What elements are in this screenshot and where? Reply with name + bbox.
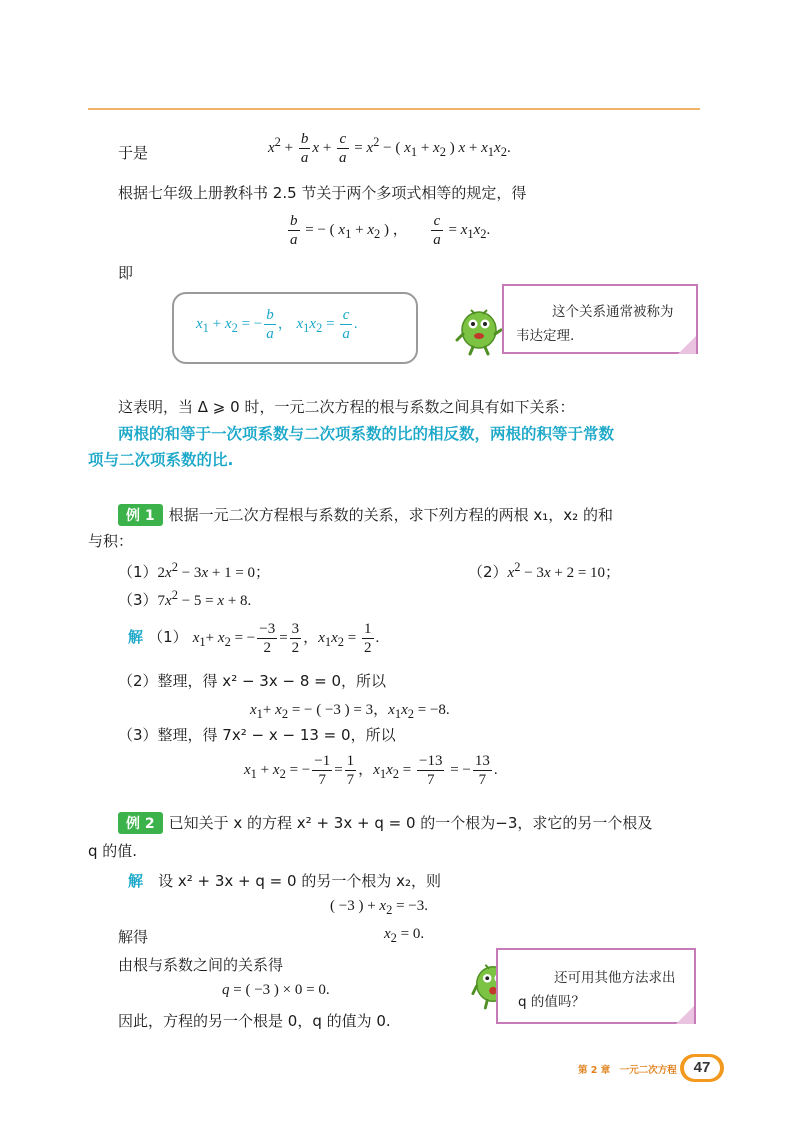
ex1-solution-2-eq: $x_1+ x_2$ = − ( −3 ) = 3，$x_1x_2 = -8$.: [250, 702, 450, 721]
highlight-line-b: 项与二次项系数的比.: [88, 451, 234, 469]
ex2-text-a: 已知关于 x 的方程 x² + 3x + q = 0 的一个根为−3，求它的另一个根及: [168, 814, 653, 832]
ex2-solution-label: 解: [128, 872, 144, 890]
mascot-icon: [455, 300, 503, 356]
note1-line-b: 韦达定理.: [516, 328, 575, 344]
ex2-heading: [118, 812, 652, 834]
footer-chapter: 第 2 章 一元二次方程: [578, 1065, 677, 1076]
ex1-problem-2: $(2)x^2 - 3x + 2 = 10$；: [468, 560, 621, 581]
ex1-tag: 例 1: [118, 504, 163, 526]
ex1-text-a: 根据一元二次方程根与系数的关系，求下列方程的两根 x₁，x₂ 的和: [168, 506, 613, 524]
ex2-tag: 例 2: [118, 812, 163, 834]
line2-text: 根据七年级上册教科书 2.5 节关于两个多项式相等的规定，得: [118, 184, 527, 202]
ex2-solution-4: 因此，方程的另一个根是 0，q 的值为 0.: [118, 1012, 391, 1030]
line3-lead: 即: [118, 264, 134, 282]
page-number: 47: [684, 1057, 720, 1079]
ex1-solution-1: 解 （1） $x_1+ x_2$ = − $\frac{-3}{2}$ = $\frac{3}{2}$ ，$x_1x_2$ = $\frac{1}{2}$ .: [128, 621, 380, 656]
ex2-eq-3: q = ( −3 ) × 0 = 0.: [222, 982, 330, 998]
ex2-solution-1: 解 设 x² + 3x + q = 0 的另一个根为 x₂，则: [128, 872, 441, 890]
line4-text: 这表明，当 Δ ⩾ 0 时，一元二次方程的根与系数之间具有如下关系：: [118, 398, 575, 416]
equation-2: $\frac{b}{a}$ = − ( $x_1 + x_2$ ) ， $\frac{c}{a}$ = $x_1x_2$.: [290, 213, 491, 248]
ex1-problem-1: $(1)2x^2 - 3x + 1 = 0$；: [118, 560, 271, 581]
ex1-heading: [118, 504, 613, 526]
note1-line-a: 这个关系通常被称为: [552, 304, 674, 320]
top-rule: [88, 108, 700, 110]
note2-line-a: 还可用其他方法求出: [554, 970, 676, 986]
note-box-2: [496, 948, 696, 1024]
ex2-solution-2: 解得: [118, 928, 149, 946]
ex1-text-b: 与积：: [88, 532, 134, 550]
highlight-line-a: 两根的和等于一次项系数与二次项系数的比的相反数，两根的积等于常数: [118, 425, 615, 443]
ex2-text-b: q 的值.: [88, 842, 138, 860]
vieta-formula: $x_1 + x_2$ = − $\frac{b}{a}$ ， $x_1x_2$ = $\frac{c}{a}$ .: [196, 307, 358, 342]
ex2-eq-1: ( −3 ) + $x_2 = -3$.: [330, 898, 429, 917]
ex1-problem-3: $(3)7x^2 - 5 = x + 8$.: [118, 588, 252, 609]
ex2-eq-2: $x_2 = 0$.: [384, 926, 425, 945]
ex1-solution-label: 解: [128, 627, 144, 646]
ex1-solution-3-eq: $x_1 + x_2$ = − $\frac{-1}{7}$ = $\frac{1}{7}$ ，$x_1x_2$ = $\frac{-13}{7}$ = − $\frac{13}{7}$ .: [244, 753, 498, 788]
ex1-solution-3: （3）整理，得 7x² − x − 13 = 0，所以: [118, 726, 396, 744]
ex2-solution-3: 由根与系数之间的关系得: [118, 956, 284, 974]
note-fold-1: [678, 336, 696, 354]
line1-lead: 于是: [118, 144, 149, 162]
equation-1: $x^2$ + $\frac{b}{a}$ x + $\frac{c}{a}$ = $x^2$ − ( $x_1 + x_2$ ) $x + x_1x_2$.: [268, 131, 511, 166]
note-fold-2: [676, 1006, 694, 1024]
note2-line-b: q 的值吗？: [518, 994, 585, 1010]
ex1-solution-2: （2）整理，得 x² − 3x − 8 = 0，所以: [118, 672, 387, 690]
